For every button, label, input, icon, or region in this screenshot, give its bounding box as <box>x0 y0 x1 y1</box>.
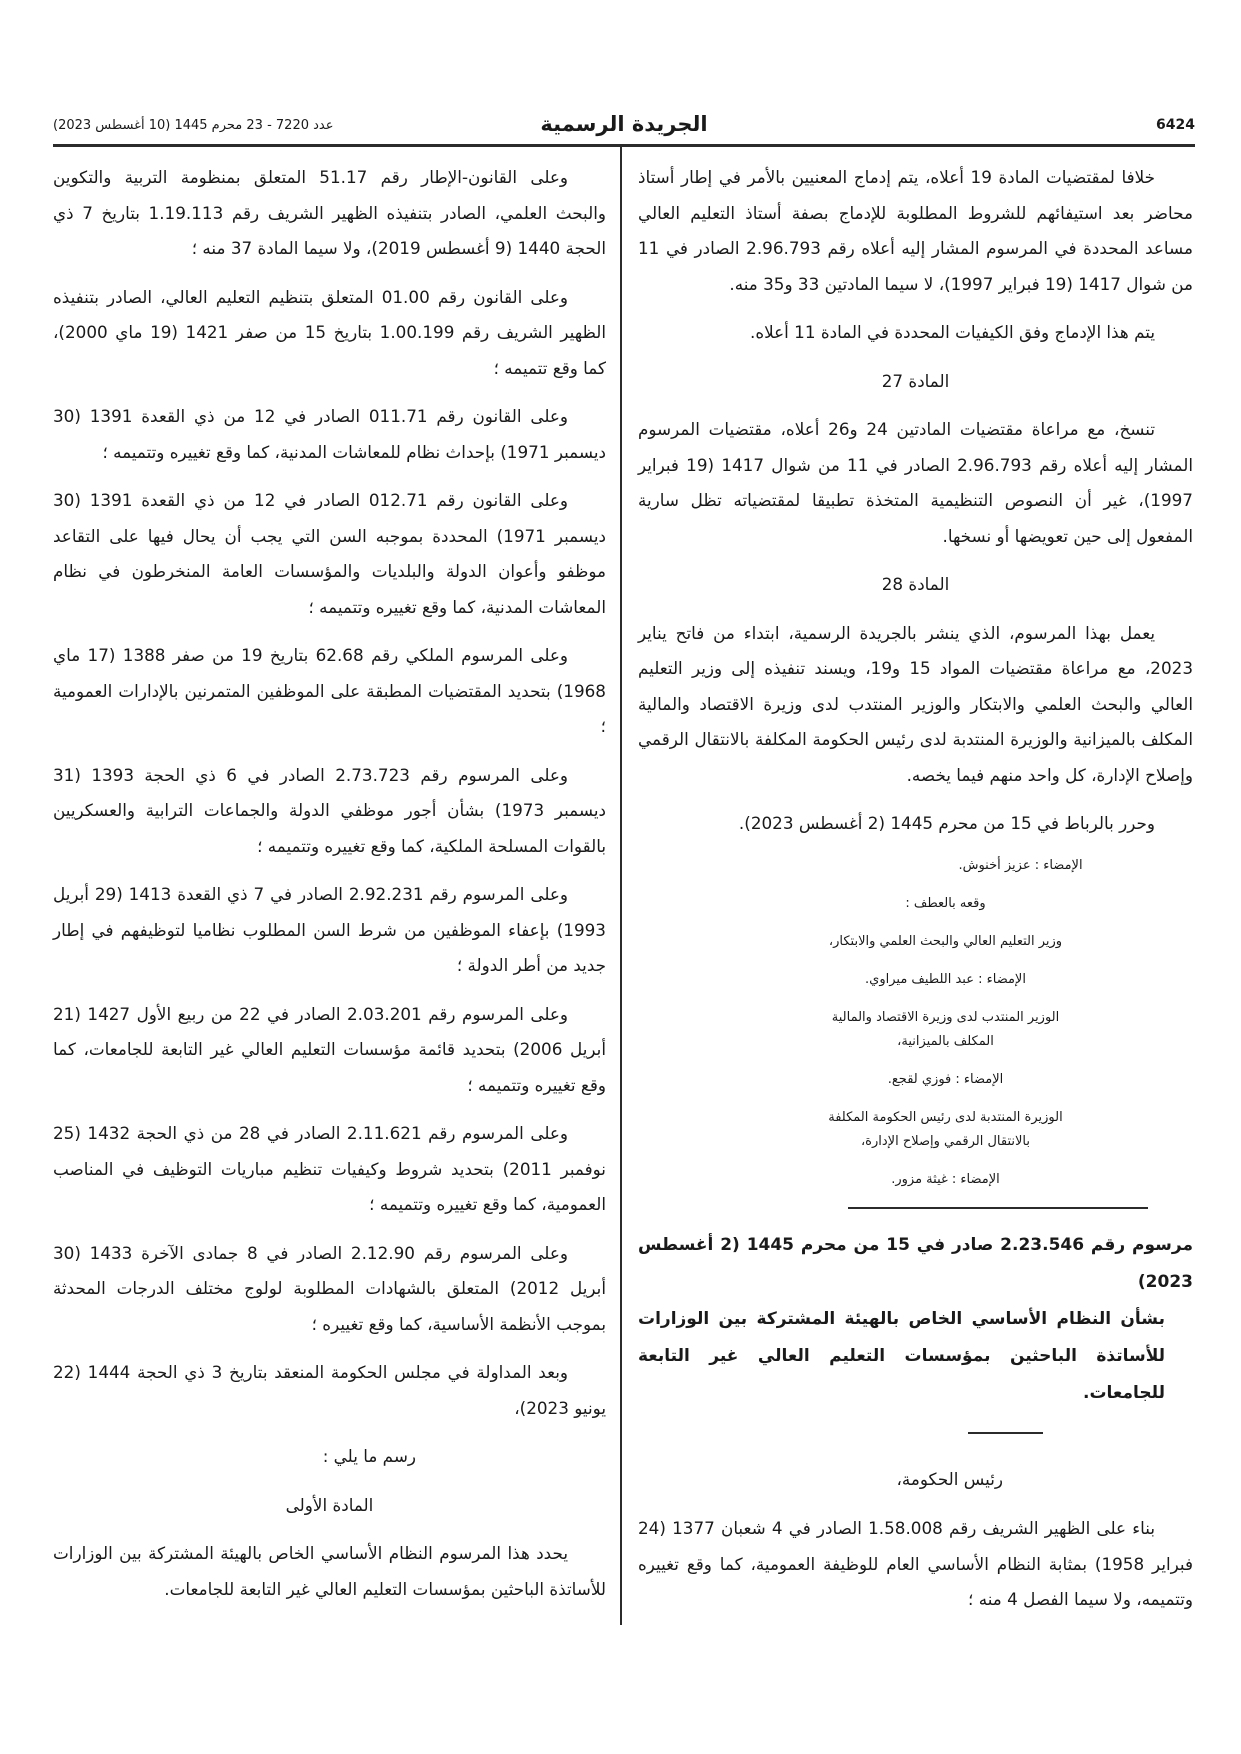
left-column <box>53 160 606 1620</box>
decree-title <box>638 1227 1193 1412</box>
decree-title-line: مرسوم رقم 2.23.546 صادر في 15 من محرم 1445 (2 أغسطس 2023) <box>638 1234 1193 1292</box>
minister-signature: الإمضاء : فوزي لقجع. <box>887 1071 1004 1087</box>
paragraph: وعلى المرسوم رقم 2.92.231 الصادر في 7 ذي القعدة 1413 (29 أبريل 1993) بإعفاء الموظفين من شرط السن المطلوب نظاميا لتوظيفهم في إطار جديد من أطر الدولة ؛ <box>53 884 606 975</box>
short-separator <box>968 1432 1043 1434</box>
countersigned-label: وقعه بالعطف : <box>905 895 986 911</box>
right-column <box>638 160 1193 1631</box>
paragraph: وعلى المرسوم الملكي رقم 62.68 بتاريخ 19 من صفر 1388 (17 ماي 1968) بتحديد المقتضيات المطبقة على الموظفين المتمرنين بالإدارات العمومية ؛ <box>53 645 606 736</box>
minister-title: الوزير المنتدب لدى وزيرة الاقتصاد والمالية <box>831 1009 1060 1025</box>
signature-head: الإمضاء : عزيز أخنوش. <box>958 857 1083 873</box>
paragraph: وعلى القانون رقم 012.71 الصادر في 12 من ذي القعدة 1391 (30 ديسمبر 1971) المحددة بموجبه السن التي يجب أن يحال فيها على التقاعد موظفو وأعوان الدولة والبلديات والمؤسسات العامة المنخرطون في نظام المعاشات المدنية، كما وقع تغييره وتتميمه ؛ <box>53 490 606 617</box>
paragraph: وعلى القانون رقم 011.71 الصادر في 12 من ذي القعدة 1391 (30 ديسمبر 1971) بإحداث نظام للمعاشات المدنية، كما وقع تغييره وتتميمه ؛ <box>53 406 606 462</box>
paragraph: وعلى القانون-الإطار رقم 51.17 المتعلق بمنظومة التربية والتكوين والبحث العلمي، الصادر بتنفيذه الظهير الشريف رقم 1.19.113 بتاريخ 7 ذي الحجة 1440 (9 أغسطس 2019)، ولا سيما المادة 37 منه ؛ <box>53 167 607 258</box>
paragraph: وعلى المرسوم رقم 2.73.723 الصادر في 6 ذي الحجة 1393 (31 ديسمبر 1973) بشأن أجور موظفي الدولة والجماعات الترابية والعسكريين بالقوات المسلحة الملكية، كما وقع تغييره وتتميمه ؛ <box>53 764 606 856</box>
page-header <box>53 112 1195 142</box>
header-rule <box>53 144 1195 147</box>
paragraph: وبعد المداولة في مجلس الحكومة المنعقد بتاريخ 3 ذي الحجة 1444 (22 يونيو 2023)، <box>53 1362 606 1418</box>
signature-block <box>638 855 1193 1191</box>
paragraph: يحدد هذا المرسوم النظام الأساسي الخاص بالهيئة المشتركة بين الوزارات للأساتذة الباحثين بمؤسسات التعليم العالي غير التابعة للجامعات. <box>53 1543 606 1599</box>
paragraph: يتم هذا الإدماج وفق الكيفيات المحددة في المادة 11 أعلاه. <box>750 322 1155 342</box>
paragraph: وعلى المرسوم رقم 2.12.90 الصادر في 8 جمادى الآخرة 1433 (30 أبريل 2012) المتعلق بالشهادات المطلوبة لولوج مختلف الدرجات المحدثة بموجب الأنظمة الأساسية، كما وقع تغييره ؛ <box>53 1242 606 1334</box>
minister-signature: الإمضاء : عبد اللطيف ميراوي. <box>865 971 1026 987</box>
head-of-government: رئيس الحكومة، <box>896 1468 1003 1489</box>
section-separator <box>848 1207 1148 1209</box>
minister-title: وزير التعليم العالي والبحث العلمي والابتكار، <box>828 933 1063 949</box>
paragraph: وعلى القانون رقم 01.00 المتعلق بتنظيم التعليم العالي، الصادر بتنفيذه الظهير الشريف رقم 1.00.199 بتاريخ 15 من صفر 1421 (19 ماي 2000)، كما وقع تتميمه ؛ <box>53 286 606 378</box>
publication-title: الجريدة الرسمية <box>540 112 708 136</box>
article-heading-28: المادة 28 <box>881 574 950 594</box>
column-divider <box>620 147 622 1625</box>
paragraph: خلافا لمقتضيات المادة 19 أعلاه، يتم إدماج المعنيين بالأمر في إطار أستاذ محاضر بعد استيفائهم للشروط المطلوبة للإدماج بصفة أستاذ التعليم العالي مساعد المحددة في المرسوم المشار إليه أعلاه رقم 2.96.793 الصادر في 11 من شوال 1417 (19 فبراير 1997)، لا سيما المادتين 33 و35 منه. <box>638 167 1194 294</box>
minister-title-cont: بالانتقال الرقمي وإصلاح الإدارة، <box>860 1133 1030 1149</box>
paragraph: يعمل بهذا المرسوم، الذي ينشر بالجريدة الرسمية، ابتداء من فاتح يناير 2023، مع مراعاة مقتضيات المواد 15 و19، ويسند تنفيذه إلى وزير التعليم العالي والبحث العلمي والابتكار والوزير المنتدب لدى وزيرة الاقتصاد والمالية المكلف بالميزانية والوزيرة المنتدبة لدى رئيس الحكومة المكلفة بالانتقال الرقمي وإصلاح الإدارة، كل واحد منهم فيما يخصه. <box>638 622 1194 785</box>
article-heading-27: المادة 27 <box>881 370 950 391</box>
paragraph: وعلى المرسوم رقم 2.11.621 الصادر في 28 من ذي الحجة 1432 (25 نوفمبر 2011) بتحديد شروط وكيفيات تنظيم مباريات التوظيف في المناصب العمومية، كما وقع تغييره وتتميمه ؛ <box>53 1123 606 1214</box>
minister-title: الوزيرة المنتدبة لدى رئيس الحكومة المكلفة <box>828 1109 1063 1125</box>
issue-info: عدد 7220 - 23 محرم 1445 (10 أغسطس 2023) <box>53 118 334 133</box>
paragraph: تنسخ، مع مراعاة مقتضيات المادتين 24 و26 أعلاه، مقتضيات المرسوم المشار إليه أعلاه رقم 2.96.793 الصادر في 11 من شوال 1417 (19 فبراير 1997)، غير أن النصوص التنظيمية المتخذة تطبيقا لمقتضياته تظل سارية المفعول إلى حين تعويضها أو نسخها. <box>638 419 1194 546</box>
decree-title-rest: بشأن النظام الأساسي الخاص بالهيئة المشتركة بين الوزارات للأساتذة الباحثين بمؤسسات التعليم العالي غير التابعة للجامعات. <box>638 1308 1165 1403</box>
paragraph: بناء على الظهير الشريف رقم 1.58.008 الصادر في 4 شعبان 1377 (24 فبراير 1958) بمثابة النظام الأساسي العام للوظيفة العمومية، كما وقع تغييره وتتميمه، ولا سيما الفصل 4 منه ؛ <box>638 1518 1193 1609</box>
page-number: 6424 <box>1156 117 1195 133</box>
minister-title-cont: المكلف بالميزانية، <box>897 1033 994 1049</box>
article-heading-1: المادة الأولى <box>285 1494 374 1515</box>
paragraph: وعلى المرسوم رقم 2.03.201 الصادر في 22 من ربيع الأول 1427 (21 أبريل 2006) بتحديد قائمة مؤسسات التعليم العالي غير التابعة للجامعات، كما وقع تغييره وتتميمه ؛ <box>53 1003 606 1095</box>
minister-signature: الإمضاء : غيثة مزور. <box>891 1171 1000 1187</box>
paragraph: وحرر بالرباط في 15 من محرم 1445 (2 أغسطس 2023). <box>738 813 1155 833</box>
decreed-label: رسم ما يلي : <box>322 1446 416 1466</box>
